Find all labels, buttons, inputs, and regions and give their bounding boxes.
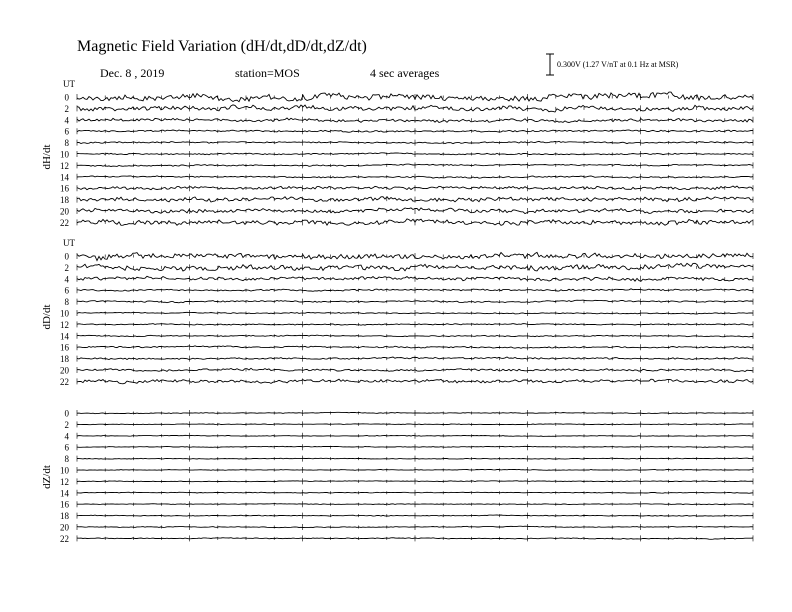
hour-tick-label: 14 [60, 331, 69, 342]
hour-tick-label: 20 [60, 365, 69, 376]
hour-tick-label: 6 [64, 126, 69, 137]
hour-tick-label: 2 [64, 103, 69, 114]
hour-tick-label: 14 [60, 488, 69, 499]
hour-tick-label: 22 [60, 217, 69, 228]
averaging-label: 4 sec averages [370, 66, 440, 80]
hour-tick-label: 0 [64, 251, 69, 262]
hour-tick-label: 18 [60, 354, 69, 365]
hour-tick-label: 14 [60, 172, 69, 183]
scale-bar-label: 0.300V (1.27 V/nT at 0.1 Hz at MSR) [557, 60, 679, 69]
ut-label: UT [63, 79, 75, 89]
hour-tick-label: 8 [64, 297, 69, 308]
hour-tick-label: 0 [64, 408, 69, 419]
panel-y-label: dZ/dt [41, 465, 53, 489]
scale-bar [546, 54, 554, 75]
chart-title: Magnetic Field Variation (dH/dt,dD/dt,dZ/dt) [77, 38, 367, 55]
hour-tick-label: 4 [64, 115, 69, 126]
hour-tick-label: 2 [64, 262, 69, 273]
hour-tick-label: 18 [60, 195, 69, 206]
trace-ticks [77, 94, 753, 100]
panel-dH-dt [41, 79, 753, 228]
hour-tick-label: 16 [60, 499, 69, 510]
hour-tick-label: 4 [64, 274, 69, 285]
panel-y-label: dD/dt [41, 304, 53, 330]
hour-tick-label: 12 [60, 476, 69, 487]
hour-tick-label: 18 [60, 511, 69, 522]
hour-tick-label: 22 [60, 376, 69, 387]
trace-ticks [77, 299, 753, 305]
hour-tick-label: 0 [64, 92, 69, 103]
hour-tick-label: 22 [60, 533, 69, 544]
panel-dZ-dt [41, 409, 753, 544]
hour-tick-label: 12 [60, 160, 69, 171]
panels-group [41, 79, 753, 544]
trace-ticks [77, 253, 753, 259]
hour-tick-label: 4 [64, 431, 69, 442]
hour-tick-label: 8 [64, 454, 69, 465]
hour-tick-label: 8 [64, 138, 69, 149]
hour-tick-label: 10 [60, 465, 69, 476]
hour-tick-label: 6 [64, 285, 69, 296]
hour-tick-label: 16 [60, 342, 69, 353]
hour-tick-label: 10 [60, 308, 69, 319]
panel-y-label: dH/dt [41, 144, 53, 170]
date-label: Dec. 8 , 2019 [100, 66, 165, 80]
hour-tick-label: 12 [60, 319, 69, 330]
hour-tick-label: 6 [64, 442, 69, 453]
station-label: station=MOS [235, 66, 300, 80]
hour-tick-label: 16 [60, 183, 69, 194]
hour-tick-label: 20 [60, 206, 69, 217]
hour-tick-label: 10 [60, 149, 69, 160]
hour-tick-label: 20 [60, 522, 69, 533]
hour-tick-label: 2 [64, 419, 69, 430]
ut-label: UT [63, 238, 75, 248]
trace-ticks [77, 128, 753, 134]
panel-dD-dt [41, 238, 753, 387]
